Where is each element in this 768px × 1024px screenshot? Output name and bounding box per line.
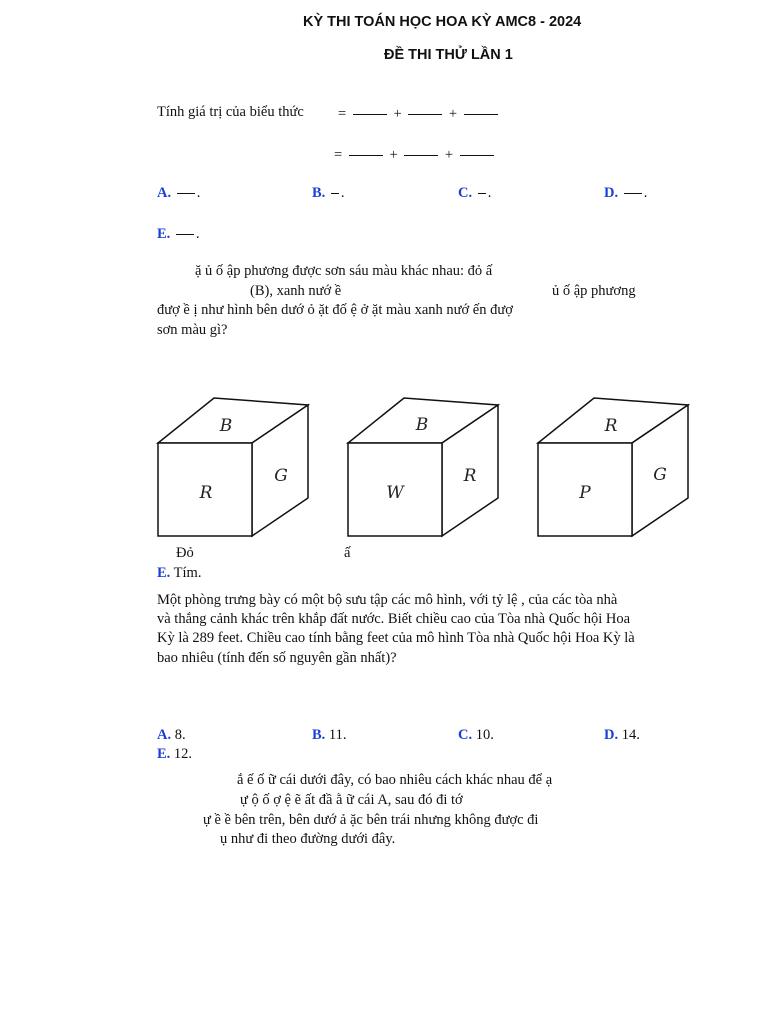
option-value: . xyxy=(196,185,201,201)
cube-figure-2 xyxy=(340,393,512,543)
q3-option-b xyxy=(312,727,347,744)
q1-option-d xyxy=(604,185,647,202)
option-label: D. xyxy=(604,185,619,201)
option-value: Tím. xyxy=(173,565,202,581)
q1-expression-line1 xyxy=(338,106,501,123)
q3-option-c xyxy=(458,727,494,744)
cube-figure-1 xyxy=(150,393,322,543)
q4-line-3: ự ề ề bên trên, bên dướ ả ặc bên trái nhưng không được đi xyxy=(203,812,539,828)
q3-option-a xyxy=(157,727,186,744)
fraction-bar xyxy=(408,114,442,115)
option-value: . xyxy=(340,185,345,201)
option-value: . xyxy=(643,185,648,201)
fraction-bar xyxy=(478,193,486,194)
option-value: 11. xyxy=(328,727,347,743)
q4-line-4: ụ như đi theo đường dưới đây. xyxy=(220,831,396,847)
q3-line-3: Kỳ là 289 feet. Chiều cao tính bằng feet của mô hình Tòa nhà Quốc hội Hoa Kỳ là xyxy=(157,630,635,646)
q3-line-1: Một phòng trưng bày có một bộ sưu tập các mô hình, với tỷ lệ , của các tòa nhà xyxy=(157,592,618,608)
fraction-bar xyxy=(404,155,438,156)
q1-option-b xyxy=(312,185,345,202)
exam-title: KỲ THI TOÁN HỌC HOA KỲ AMC8 - 2024 xyxy=(303,14,582,30)
option-label: A. xyxy=(157,727,172,743)
option-value: 8. xyxy=(174,727,186,743)
cube-3-front-face: P xyxy=(579,483,591,503)
q1-expression-line2 xyxy=(334,147,497,164)
option-label: E. xyxy=(157,226,171,242)
q1-option-c xyxy=(458,185,491,202)
option-value: 14. xyxy=(621,727,640,743)
cube-3-top-face: R xyxy=(604,416,618,436)
cube-2-side-face: R xyxy=(463,466,477,486)
q2-line-4: sơn màu gì? xyxy=(157,322,228,338)
q1-prompt: Tính giá trị của biểu thức xyxy=(157,104,304,120)
fraction-bar xyxy=(624,193,642,194)
q1-plus: + xyxy=(389,147,398,163)
option-value: . xyxy=(195,226,200,242)
option-label: E. xyxy=(157,565,171,581)
fraction-bar xyxy=(177,193,195,194)
exam-subtitle: ĐỀ THI THỬ LẦN 1 xyxy=(384,47,513,63)
q1-plus: + xyxy=(448,106,458,122)
q1-plus: + xyxy=(393,106,402,122)
cube-figure-3 xyxy=(530,393,702,543)
q1-eq1-equals: = xyxy=(338,106,347,122)
q2-option-e xyxy=(157,565,201,582)
option-value: . xyxy=(487,185,492,201)
option-label: E. xyxy=(157,746,171,762)
fraction-bar xyxy=(176,234,194,235)
q3-line-4: bao nhiêu (tính đến số nguyên gần nhất)? xyxy=(157,650,397,666)
q4-line-2: ự ộ ố ợ ệ ẽ ất đầ ằ ữ cái A, sau đó đi tớ xyxy=(240,792,463,808)
cube-2-top-face: B xyxy=(415,415,429,435)
q4-line-1: ắ ế ố ữ cái dưới đây, có bao nhiêu cách khác nhau để ạ xyxy=(237,772,553,788)
q2-answer-row-right: ấ xyxy=(344,545,351,561)
option-label: A. xyxy=(157,185,172,201)
cube-2-front-face: W xyxy=(386,483,404,503)
fraction-bar xyxy=(349,155,383,156)
option-label: B. xyxy=(312,727,326,743)
q2-line-2-right: ủ ố ập phương xyxy=(552,283,636,299)
q3-option-d xyxy=(604,727,640,744)
q2-line-1: ặ ủ ố ập phương được sơn sáu màu khác nhau: đỏ ấ xyxy=(195,263,493,279)
option-label: C. xyxy=(458,727,473,743)
cube-1-top-face: B xyxy=(219,416,233,436)
q1-eq2-equals: = xyxy=(334,147,343,163)
option-value: 12. xyxy=(173,746,193,762)
fraction-bar xyxy=(464,114,498,115)
q2-line-2: (B), xanh nướ ề xyxy=(250,283,342,299)
option-label: D. xyxy=(604,727,619,743)
option-label: B. xyxy=(312,185,326,201)
q1-option-e xyxy=(157,226,200,243)
q3-line-2: và thắng cảnh khác trên khắp đất nước. Biết chiều cao của Tòa nhà Quốc hội Hoa xyxy=(157,611,631,627)
fraction-bar xyxy=(460,155,494,156)
cube-1-front-face: R xyxy=(199,483,213,503)
option-value: 10. xyxy=(475,727,494,743)
q1-plus: + xyxy=(444,147,454,163)
cube-3-side-face: G xyxy=(653,465,667,485)
q1-option-a xyxy=(157,185,200,202)
option-label: C. xyxy=(458,185,473,201)
fraction-bar xyxy=(331,193,339,194)
q2-answer-row-left: Đỏ xyxy=(176,545,194,561)
fraction-bar xyxy=(353,114,387,115)
q3-option-e xyxy=(157,746,192,763)
q2-line-3: đượ ề ị như hình bên dướ ỏ ặt đố ệ ở ặt màu xanh nướ ến đượ xyxy=(157,302,513,318)
cube-1-side-face: G xyxy=(274,466,288,486)
